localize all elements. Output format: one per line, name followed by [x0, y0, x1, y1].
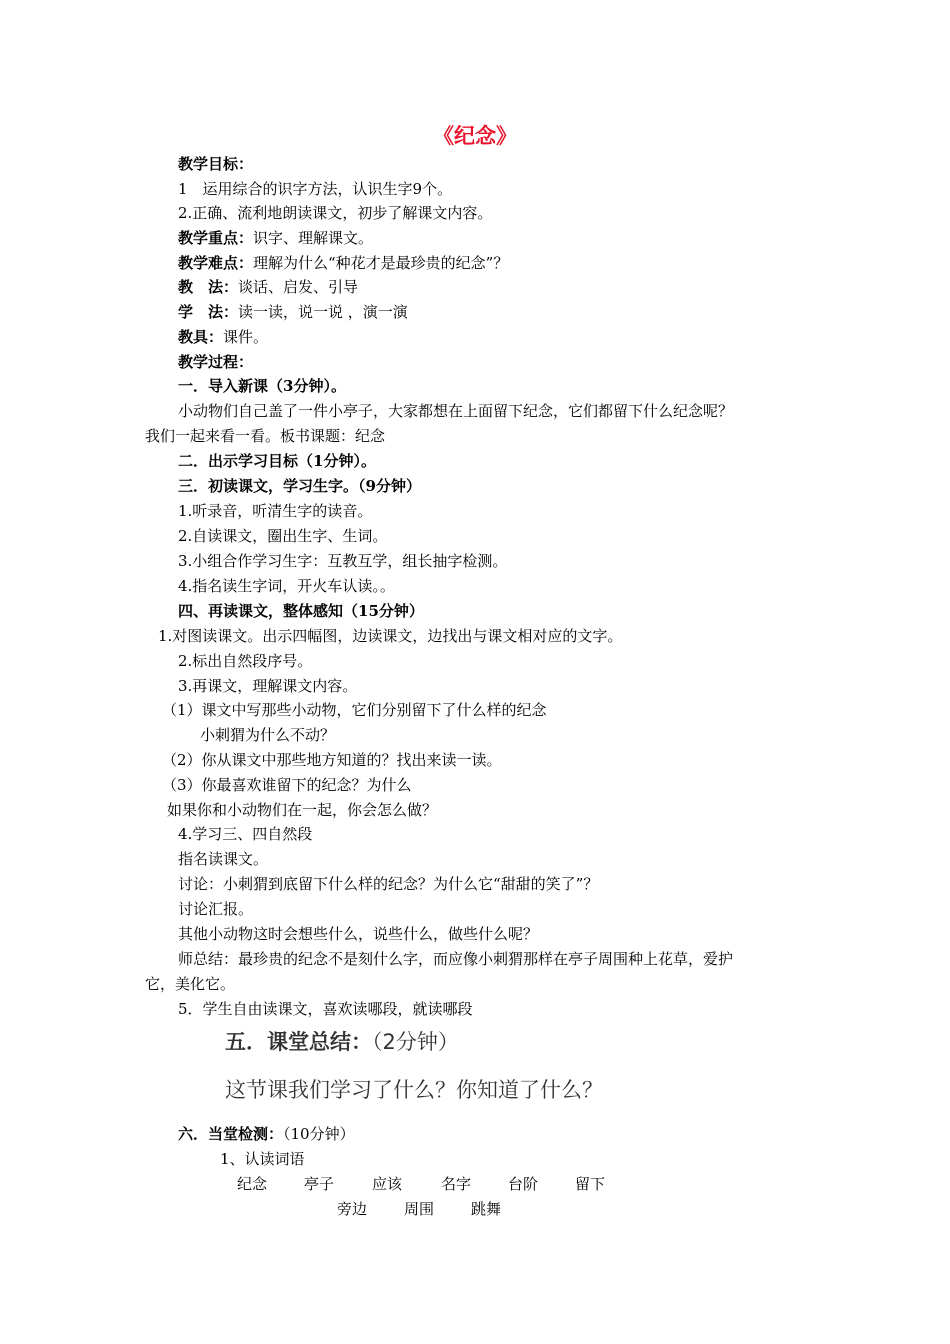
word-item: 纪念: [237, 1175, 268, 1193]
word-item: 名字: [441, 1175, 472, 1193]
objective-item-1: 1 运用综合的识字方法，认识生字9个。: [178, 180, 453, 198]
difficulty-label: 教学难点：: [178, 254, 254, 272]
key-points-label: 教学重点：: [178, 229, 254, 247]
section4-line-6: 它，美化它。: [145, 975, 236, 993]
method-learn-label: 学 法：: [178, 303, 239, 321]
section4-item-3: 3.再课文，理解课文内容。: [178, 677, 358, 695]
section4-line-5: 师总结：最珍贵的纪念不是刻什么字，而应像小刺猬那样在亭子周围种上花草，爱护: [178, 950, 734, 968]
word-item: 留下: [575, 1175, 606, 1193]
section3-item-2: 2.自读课文，圈出生字、生词。: [178, 527, 388, 545]
section4-item-4: 4.学习三、四自然段: [178, 825, 313, 843]
tools-text: 课件。: [223, 328, 269, 346]
section4-question-1b: 小刺猬为什么不动？: [200, 726, 336, 744]
key-points-line: [178, 228, 373, 248]
objective-item-2: 2.正确、流利地朗读课文，初步了解课文内容。: [178, 204, 493, 222]
method-teach-label: 教 法：: [178, 278, 239, 296]
section4-line-2: 讨论：小刺猬到底留下什么样的纪念？为什么它“甜甜的笑了”？: [178, 875, 599, 893]
word-item: 应该: [372, 1175, 403, 1193]
word-item: 亭子: [304, 1175, 335, 1193]
tools-label: 教具：: [178, 328, 224, 346]
section5-time: （2分钟）: [372, 1030, 459, 1054]
section6-time: （10分钟）: [283, 1125, 355, 1143]
section1-paragraph-1: 小动物们自己盖了一件小亭子，大家都想在上面留下纪念，它们都留下什么纪念呢？: [178, 402, 734, 420]
section2-heading: 二．出示学习目标（1分钟）。: [178, 452, 376, 470]
section4-line-1: 指名读课文。: [178, 850, 269, 868]
word-item: 台阶: [508, 1175, 539, 1193]
section5-heading-line: [225, 1028, 459, 1056]
method-teach-text: 谈话、启发、引导: [238, 278, 359, 296]
section6-heading: 六．当堂检测：: [178, 1125, 284, 1143]
process-heading: 教学过程：: [178, 353, 254, 371]
section1-paragraph-2: 我们一起来看一看。板书课题：纪念: [145, 427, 386, 445]
section5-question: 这节课我们学习了什么？你知道了什么？: [225, 1078, 603, 1102]
section3-item-1: 1.听录音，听清生字的读音。: [178, 502, 373, 520]
section3-item-4: 4.指名读生字词，开火车认读。。: [178, 577, 395, 595]
method-learn-text: 读一读，说一说 ，演一演: [238, 303, 408, 321]
section6-heading-line: [178, 1124, 355, 1144]
section4-heading: 四、再读课文，整体感知（15分钟）: [178, 602, 424, 620]
method-learn-line: [178, 302, 408, 322]
section3-item-3: 3.小组合作学习生字：互教互学，组长抽字检测。: [178, 552, 508, 570]
word-item: 旁边: [337, 1200, 368, 1218]
section4-question-3: （3）你最喜欢谁留下的纪念？为什么: [162, 776, 412, 794]
section1-heading: 一．导入新课（3分钟）。: [178, 377, 346, 395]
section4-question-1: （1）课文中写那些小动物，它们分别留下了什么样的纪念: [162, 701, 547, 719]
section4-item-5: 5．学生自由读课文，喜欢读哪段，就读哪段: [178, 1000, 473, 1018]
key-points-text: 识字、理解课文。: [253, 229, 374, 247]
difficulty-text: 理解为什么“种花才是最珍贵的纪念”？: [253, 254, 509, 272]
tools-line: [178, 327, 268, 347]
page-title: 《纪念》: [433, 123, 517, 148]
section4-question-3b: 如果你和小动物们在一起，你会怎么做？: [167, 801, 438, 819]
section3-heading: 三．初读课文，学习生字。（9分钟）: [178, 477, 421, 495]
section6-sub: 1、认读词语: [220, 1150, 305, 1168]
section4-item-1: 1.对图读课文。出示四幅图，边读课文，边找出与课文相对应的文字。: [158, 627, 623, 645]
difficulty-line: [178, 253, 508, 273]
word-item: 周围: [404, 1200, 435, 1218]
section5-heading: 五．课堂总结：: [225, 1030, 372, 1054]
section4-item-2: 2.标出自然段序号。: [178, 652, 313, 670]
objectives-heading: 教学目标：: [178, 155, 254, 173]
word-item: 跳舞: [471, 1200, 502, 1218]
method-teach-line: [178, 277, 358, 297]
section4-line-4: 其他小动物这时会想些什么，说些什么，做些什么呢？: [178, 925, 539, 943]
section4-line-3: 讨论汇报。: [178, 900, 254, 918]
section4-question-2: （2）你从课文中那些地方知道的？找出来读一读。: [162, 751, 502, 769]
